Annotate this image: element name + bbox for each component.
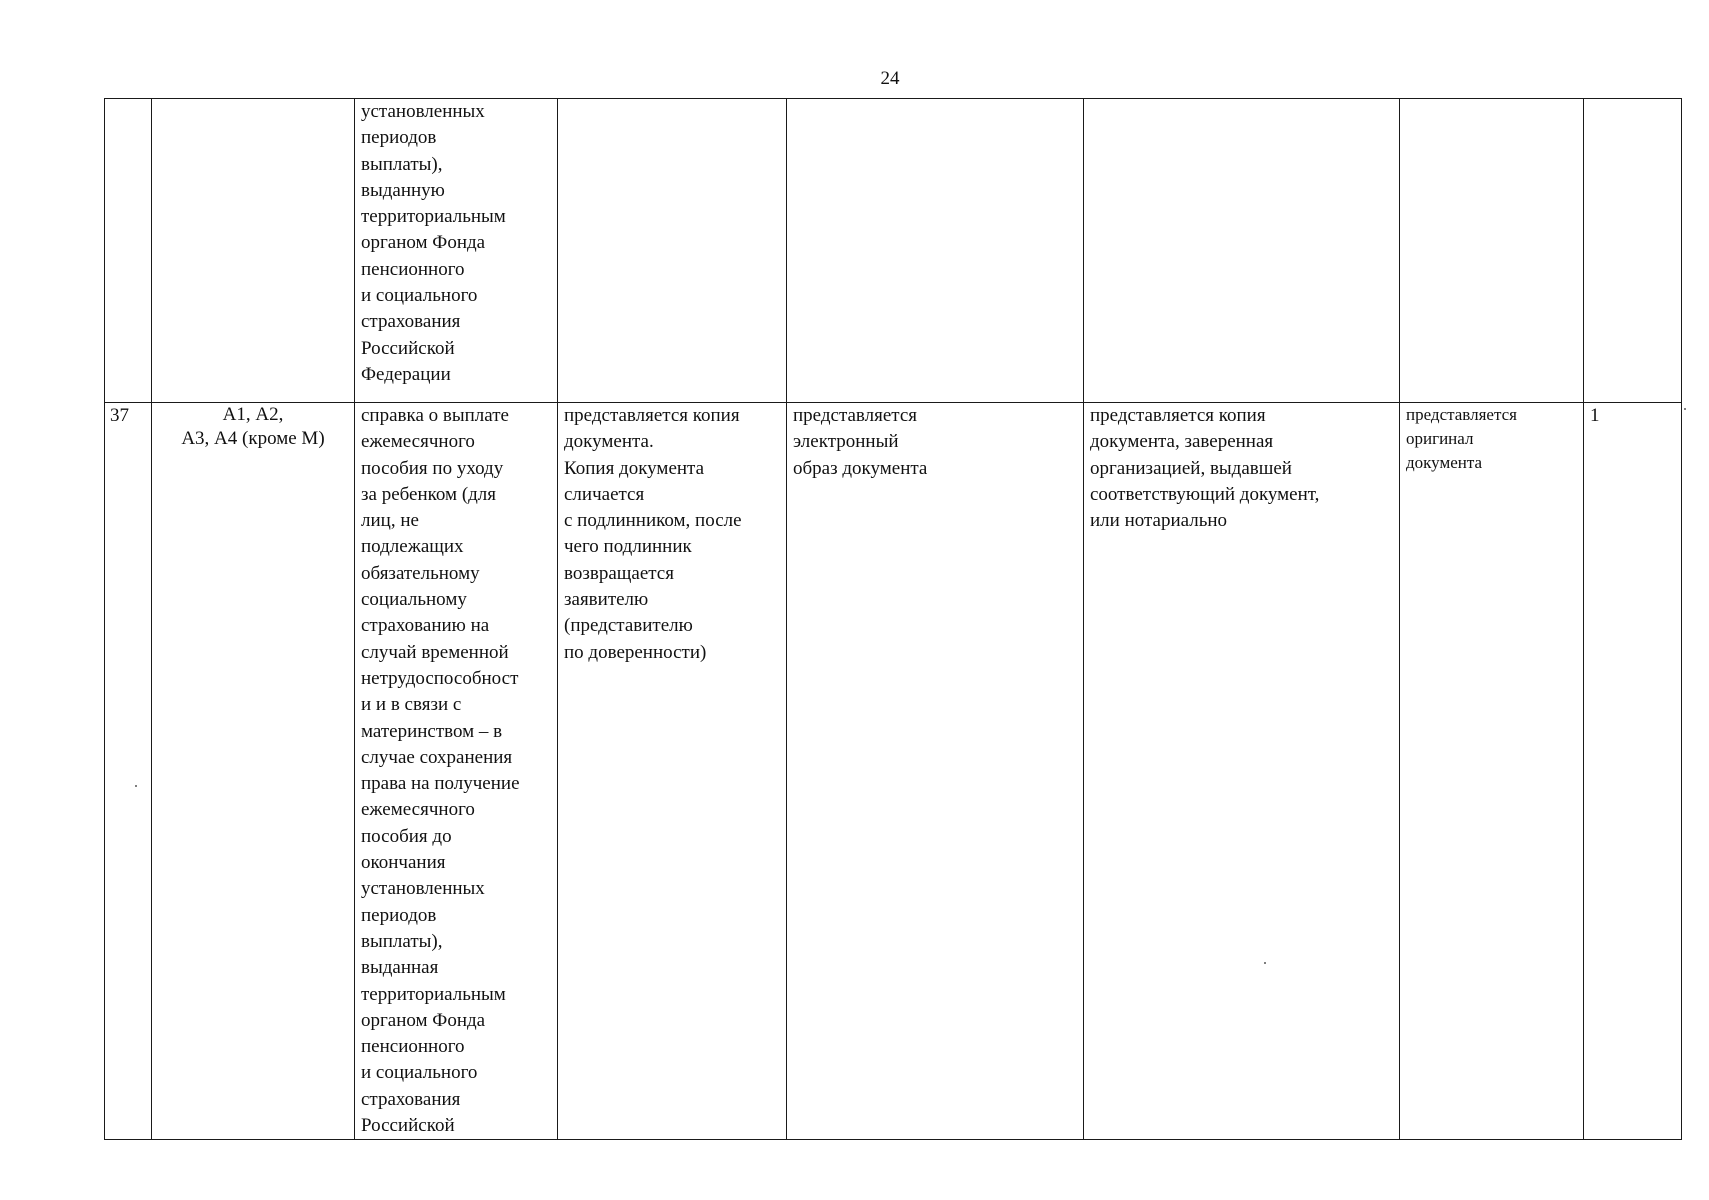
document-name-cell bbox=[355, 99, 558, 403]
text-line: сличается bbox=[564, 483, 645, 505]
page-number: 24 bbox=[880, 68, 900, 89]
text-line: электронный bbox=[793, 431, 899, 453]
text-line: соответствующий документ, bbox=[1090, 483, 1320, 505]
text-line: организацией, выдавшей bbox=[1090, 457, 1292, 479]
text-line: лиц, не bbox=[361, 510, 419, 532]
mail-text bbox=[1090, 403, 1393, 534]
text-line: случае сохранения bbox=[361, 746, 513, 768]
row-number-cell: 37 bbox=[105, 403, 152, 1140]
document-requirements-table bbox=[104, 98, 1682, 1140]
document-name-cell bbox=[355, 403, 558, 1140]
text-line: документа bbox=[1406, 453, 1483, 472]
text-line: страхования bbox=[361, 1088, 461, 1110]
scan-speck bbox=[1264, 962, 1266, 964]
text-line: материнством – в bbox=[361, 720, 503, 742]
in-person-cell bbox=[558, 99, 787, 403]
text-line: чего подлинник bbox=[564, 536, 692, 558]
mfc-cell bbox=[1400, 403, 1584, 1140]
text-line: окончания bbox=[361, 852, 446, 874]
text-line: представляется bbox=[793, 405, 918, 426]
text-line: обязательному bbox=[361, 562, 480, 584]
in-person-cell bbox=[558, 403, 787, 1140]
electronic-cell bbox=[787, 99, 1084, 403]
text-line: А3, А4 (кроме М) bbox=[181, 428, 325, 449]
text-line: или нотариально bbox=[1090, 510, 1228, 532]
electronic-text bbox=[793, 403, 1077, 482]
quantity-cell bbox=[1584, 99, 1682, 403]
text-line: выданную bbox=[361, 179, 445, 201]
text-line: пособия до bbox=[361, 825, 452, 847]
text-line: заявителю bbox=[564, 589, 649, 611]
scan-speck bbox=[1684, 408, 1686, 410]
text-line: случай временной bbox=[361, 641, 509, 663]
text-line: Копия документа bbox=[564, 457, 705, 479]
text-line: выплаты), bbox=[361, 153, 443, 175]
text-line: органом Фонда bbox=[361, 232, 486, 254]
text-line: пенсионного bbox=[361, 258, 465, 280]
text-line: документа. bbox=[564, 431, 654, 453]
scan-speck bbox=[135, 785, 137, 787]
document-name-text bbox=[361, 403, 551, 1139]
text-line: образ документа bbox=[793, 457, 928, 479]
text-line: ежемесячного bbox=[361, 799, 475, 821]
text-line: с подлинником, после bbox=[564, 510, 742, 532]
text-line: пособия по уходу bbox=[361, 457, 504, 479]
electronic-cell bbox=[787, 403, 1084, 1140]
in-person-text bbox=[564, 403, 780, 666]
text-line: установленных bbox=[361, 101, 485, 122]
text-line: документа, заверенная bbox=[1090, 431, 1274, 453]
text-line: и социального bbox=[361, 1062, 478, 1084]
text-line: нетрудоспособност bbox=[361, 667, 519, 689]
applicant-codes-cell bbox=[152, 403, 355, 1140]
applicant-codes-text bbox=[158, 403, 348, 451]
mail-cell bbox=[1084, 403, 1400, 1140]
text-line: представляется bbox=[1406, 405, 1517, 424]
mail-cell bbox=[1084, 99, 1400, 403]
table-row-continuation bbox=[105, 99, 1682, 403]
text-line: установленных bbox=[361, 878, 485, 900]
text-line: Федерации bbox=[361, 363, 451, 385]
text-line: за ребенком (для bbox=[361, 483, 497, 505]
text-line: (представителю bbox=[564, 615, 693, 637]
text-line: представляется копия bbox=[1090, 405, 1266, 426]
mfc-cell bbox=[1400, 99, 1584, 403]
text-line: органом Фонда bbox=[361, 1009, 486, 1031]
text-line: оригинал bbox=[1406, 429, 1474, 448]
text-line: пенсионного bbox=[361, 1036, 465, 1058]
text-line: А1, А2, bbox=[222, 404, 284, 425]
applicant-codes-cell bbox=[152, 99, 355, 403]
text-line: Российской bbox=[361, 1115, 455, 1137]
text-line: выплаты), bbox=[361, 930, 443, 952]
row-number-cell bbox=[105, 99, 152, 403]
table-row-37 bbox=[105, 403, 1682, 1140]
document-name-text bbox=[361, 99, 551, 388]
text-line: и и в связи с bbox=[361, 694, 462, 716]
text-line: страхования bbox=[361, 311, 461, 333]
text-line: периодов bbox=[361, 904, 437, 926]
text-line: территориальным bbox=[361, 206, 506, 228]
text-line: подлежащих bbox=[361, 536, 464, 558]
text-line: Российской bbox=[361, 337, 455, 359]
text-line: территориальным bbox=[361, 983, 506, 1005]
quantity-cell: 1 bbox=[1584, 403, 1682, 1140]
mfc-text bbox=[1406, 403, 1577, 475]
text-line: выданная bbox=[361, 957, 439, 979]
text-line: права на получение bbox=[361, 773, 520, 795]
text-line: возвращается bbox=[564, 562, 674, 584]
text-line: ежемесячного bbox=[361, 431, 475, 453]
text-line: представляется копия bbox=[564, 405, 740, 426]
text-line: справка о выплате bbox=[361, 405, 509, 426]
text-line: по доверенности) bbox=[564, 641, 707, 663]
text-line: периодов bbox=[361, 127, 437, 149]
text-line: и социального bbox=[361, 285, 478, 307]
text-line: страхованию на bbox=[361, 615, 490, 637]
text-line: социальному bbox=[361, 589, 467, 611]
